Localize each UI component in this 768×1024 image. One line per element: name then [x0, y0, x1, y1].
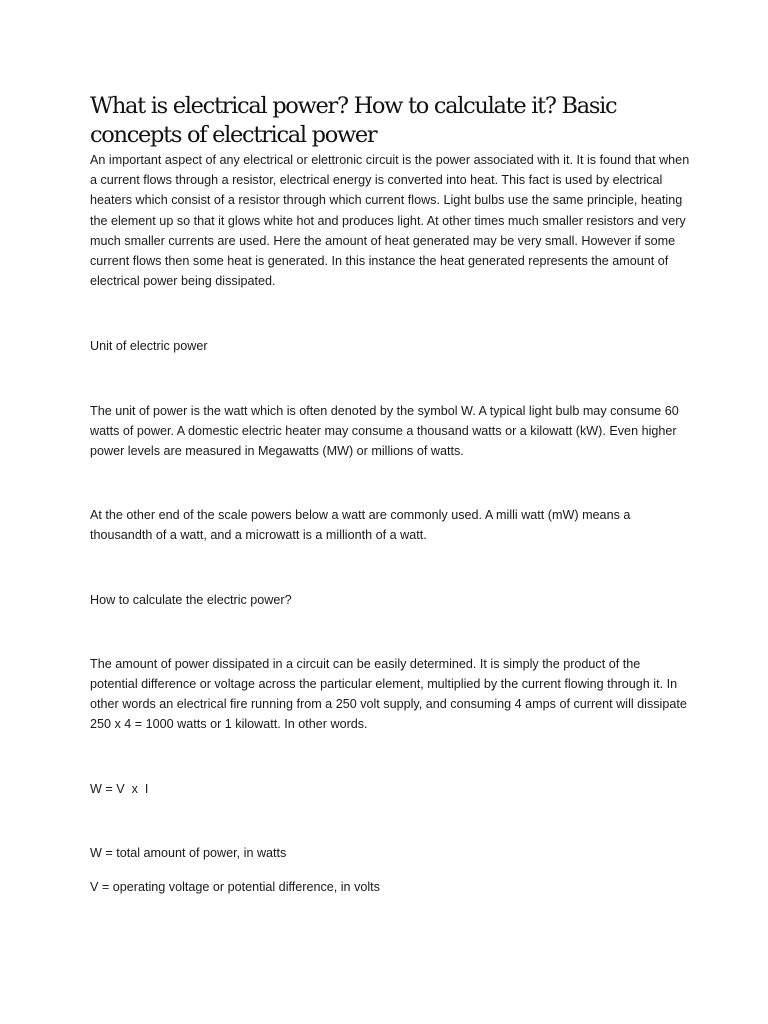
unit-paragraph: The unit of power is the watt which is often denoted by the symbol W. A typical light bulb may consume 60 watts of power. A domestic electric heater may consume a thousand watts or a kilowatt (kW). Even higher power levels are measured in Megawatts (MW) or millions of watts.	[90, 403, 679, 459]
document-page	[90, 92, 690, 897]
power-formula: W = V x I	[90, 781, 149, 796]
unit-heading: Unit of electric power	[90, 339, 208, 354]
intro-paragraph: An important aspect of any electrical or elettronic circuit is the power associated with it. It is found that when a current flows through a resistor, electrical energy is converted into heat. This fact is used by electrical heaters which consist of a resistor through which current flows. Light bulbs use the same principle, heating the element up so that it glows white hot and produces light. At other times much smaller resistors and very much smaller currents are used. Here the amount of heat generated may be very small. However if some current flows then some heat is generated. In this instance the heat generated represents the amount of electrical power being dissipated.	[90, 153, 690, 289]
calculation-paragraph: The amount of power dissipated in a circuit can be easily determined. It is simply the product of the potential difference or voltage across the particular element, multiplied by the current flowing through it. In other words an electrical fire running from a 250 volt supply, and consuming 4 amps of current will dissipate 250 x 4 = 1000 watts or 1 kilowatt. In other words.	[90, 656, 687, 732]
definition-v: V = operating voltage or potential difference, in volts	[90, 880, 380, 895]
calculation-heading: How to calculate the electric power?	[90, 592, 292, 607]
small-units-paragraph: At the other end of the scale powers below a watt are commonly used. A milli watt (mW) means a thousandth of a watt, and a microwatt is a millionth of a watt.	[90, 508, 631, 543]
document-title: What is electrical power? How to calculate it? Basic concepts of electrical power	[90, 93, 617, 148]
definition-w: W = total amount of power, in watts	[90, 845, 287, 860]
